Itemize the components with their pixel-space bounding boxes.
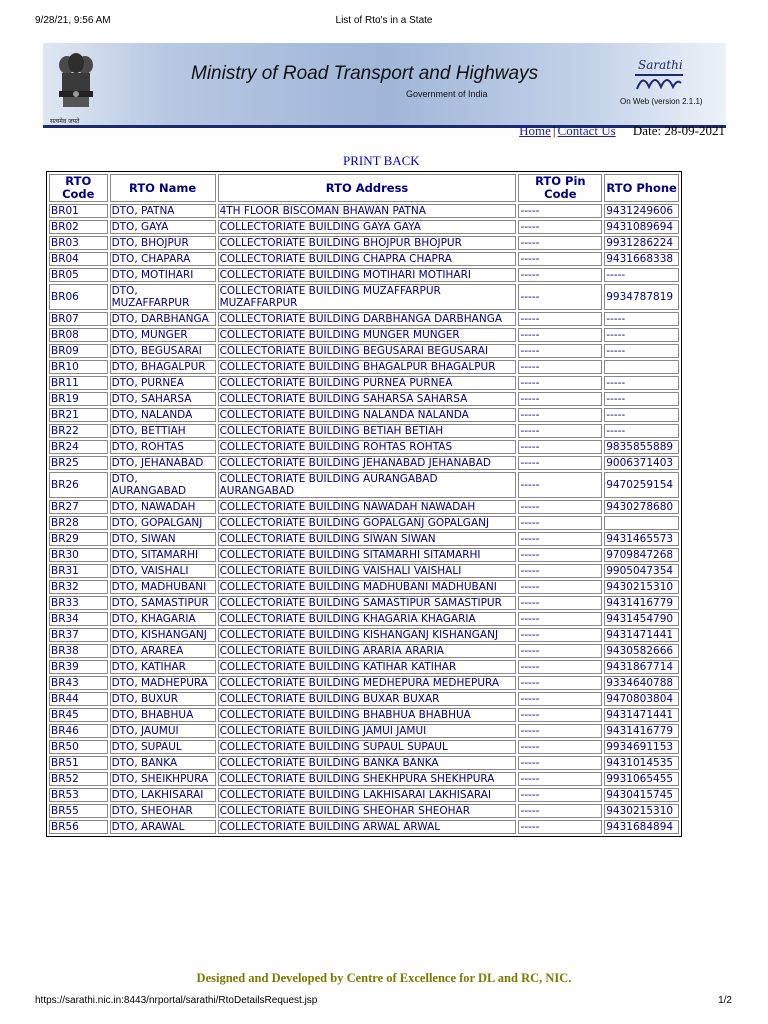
rto-code-cell: BR22 [49,424,108,438]
table-row [49,756,679,770]
table-row [49,804,679,818]
rto-address-cell: COLLECTORIATE BUILDING MEDHEPURA MEDHEPURA [218,676,517,690]
rto-phone-cell: 9431684894 [604,820,679,834]
table-row [49,424,679,438]
rto-phone-cell: 9431867714 [604,660,679,674]
rto-name-cell: DTO, CHAPARA [110,252,216,266]
table-row [49,788,679,802]
rto-code-cell: BR52 [49,772,108,786]
rto-address-cell: COLLECTORIATE BUILDING SITAMARHI SITAMARHI [218,548,517,562]
rto-address-cell: COLLECTORIATE BUILDING ARARIA ARARIA [218,644,517,658]
home-link[interactable]: Home [519,123,551,138]
rto-address-cell: COLLECTORIATE BUILDING SAMASTIPUR SAMASTIPUR [218,596,517,610]
rto-code-cell: BR50 [49,740,108,754]
rto-address-cell: COLLECTORIATE BUILDING SAHARSA SAHARSA [218,392,517,406]
print-url: https://sarathi.nic.in:8443/nrportal/sarathi/RtoDetailsRequest.jsp [35,995,318,1006]
rto-phone-cell: 9431454790 [604,612,679,626]
rto-address-cell: COLLECTORIATE BUILDING GOPALGANJ GOPALGANJ [218,516,517,530]
rto-address-cell: COLLECTORIATE BUILDING CHAPRA CHAPRA [218,252,517,266]
rto-address-cell: COLLECTORIATE BUILDING SHEOHAR SHEOHAR [218,804,517,818]
rto-code-cell: BR25 [49,456,108,470]
rto-address-cell: COLLECTORIATE BUILDING SHEKHPURA SHEKHPURA [218,772,517,786]
table-row [49,472,679,498]
rto-phone-cell: 9431471441 [604,628,679,642]
print-link[interactable]: PRINT [343,153,381,168]
table-row [49,580,679,594]
rto-pin-cell: ----- [518,500,602,514]
rto-code-cell: BR51 [49,756,108,770]
rto-phone-cell: 9931286224 [604,236,679,250]
rto-pin-cell: ----- [518,820,602,834]
rto-phone-cell [604,360,679,374]
rto-pin-cell: ----- [518,252,602,266]
rto-name-cell: DTO, BANKA [110,756,216,770]
rto-code-cell: BR01 [49,204,108,218]
rto-phone-cell: 9431014535 [604,756,679,770]
rto-phone-cell: 9430215310 [604,580,679,594]
rto-name-cell: DTO, SAHARSA [110,392,216,406]
rto-name-cell: DTO, SUPAUL [110,740,216,754]
table-row [49,312,679,326]
rto-name-cell: DTO, SIWAN [110,532,216,546]
rto-code-cell: BR05 [49,268,108,282]
col-header-rto-phone: RTO Phone [604,174,679,202]
rto-code-cell: BR53 [49,788,108,802]
rto-pin-cell: ----- [518,344,602,358]
table-row [49,360,679,374]
rto-address-cell: COLLECTORIATE BUILDING PURNEA PURNEA [218,376,517,390]
rto-pin-cell: ----- [518,724,602,738]
table-row [49,772,679,786]
table-row [49,344,679,358]
rto-address-cell: COLLECTORIATE BUILDING BHOJPUR BHOJPUR [218,236,517,250]
sarathi-version: On Web (version 2.1.1) [620,97,703,106]
rto-name-cell: DTO, KHAGARIA [110,612,216,626]
rto-name-cell: DTO, MADHUBANI [110,580,216,594]
table-row [49,456,679,470]
footer-credit: Designed and Developed by Centre of Excellence for DL and RC, NIC. [196,971,572,985]
rto-pin-cell: ----- [518,788,602,802]
rto-address-cell: COLLECTORIATE BUILDING VAISHALI VAISHALI [218,564,517,578]
rto-table [46,171,682,837]
table-row [49,676,679,690]
rto-code-cell: BR03 [49,236,108,250]
rto-name-cell: DTO, SHEIKHPURA [110,772,216,786]
top-nav [519,123,725,139]
rto-code-cell: BR02 [49,220,108,234]
nav-separator: | [552,123,556,138]
rto-phone-cell: 9006371403 [604,456,679,470]
rto-code-cell: BR55 [49,804,108,818]
rto-pin-cell: ----- [518,392,602,406]
date-value: 28-09-2021 [664,123,725,138]
rto-phone-cell: 9430415745 [604,788,679,802]
table-row [49,236,679,250]
rto-code-cell: BR34 [49,612,108,626]
rto-name-cell: DTO, MUZAFFARPUR [110,284,216,310]
rto-name-cell: DTO, BHABHUA [110,708,216,722]
rto-code-cell: BR07 [49,312,108,326]
rto-phone-cell: 9431471441 [604,708,679,722]
rto-code-cell: BR11 [49,376,108,390]
rto-name-cell: DTO, BEGUSARAI [110,344,216,358]
rto-code-cell: BR19 [49,392,108,406]
rto-name-cell: DTO, BHAGALPUR [110,360,216,374]
rto-name-cell: DTO, ARAREA [110,644,216,658]
rto-pin-cell: ----- [518,268,602,282]
table-row [49,644,679,658]
rto-address-cell: COLLECTORIATE BUILDING MUZAFFARPUR MUZAFFARPUR [218,284,517,310]
rto-code-cell: BR31 [49,564,108,578]
table-row [49,268,679,282]
rto-phone-cell: ----- [604,268,679,282]
rto-name-cell: DTO, MADHEPURA [110,676,216,690]
table-row [49,564,679,578]
rto-name-cell: DTO, NALANDA [110,408,216,422]
emblem-motto: सत्यमेव जयते [50,118,80,125]
rto-pin-cell: ----- [518,596,602,610]
rto-name-cell: DTO, BUXUR [110,692,216,706]
rto-code-cell: BR39 [49,660,108,674]
table-row [49,708,679,722]
rto-name-cell: DTO, JAUMUI [110,724,216,738]
rto-name-cell: DTO, KISHANGANJ [110,628,216,642]
rto-address-cell: COLLECTORIATE BUILDING NALANDA NALANDA [218,408,517,422]
rto-phone-cell: ----- [604,344,679,358]
rto-name-cell: DTO, GAYA [110,220,216,234]
rto-pin-cell: ----- [518,440,602,454]
rto-pin-cell: ----- [518,516,602,530]
print-page-title: List of Rto's in a State [335,15,433,26]
table-header-row [49,174,679,202]
rto-name-cell: DTO, SAMASTIPUR [110,596,216,610]
rto-address-cell: COLLECTORIATE BUILDING KHAGARIA KHAGARIA [218,612,517,626]
rto-name-cell: DTO, LAKHISARAI [110,788,216,802]
rto-name-cell: DTO, BHOJPUR [110,236,216,250]
col-header-rto-code: RTO Code [49,174,108,202]
rto-phone-cell: 9431089694 [604,220,679,234]
rto-phone-cell: 9431668338 [604,252,679,266]
table-row [49,252,679,266]
rto-address-cell: COLLECTORIATE BUILDING MADHUBANI MADHUBANI [218,580,517,594]
rto-address-cell: COLLECTORIATE BUILDING DARBHANGA DARBHANGA [218,312,517,326]
rto-code-cell: BR09 [49,344,108,358]
col-header-rto-pin: RTO Pin Code [518,174,602,202]
rto-pin-cell: ----- [518,312,602,326]
rto-pin-cell: ----- [518,204,602,218]
table-row [49,328,679,342]
rto-phone-cell: 9430215310 [604,804,679,818]
rto-pin-cell: ----- [518,360,602,374]
rto-pin-cell: ----- [518,532,602,546]
table-row [49,440,679,454]
rto-code-cell: BR38 [49,644,108,658]
rto-code-cell: BR06 [49,284,108,310]
rto-code-cell: BR45 [49,708,108,722]
rto-phone-cell: 9470259154 [604,472,679,498]
sarathi-logo-icon [633,69,685,95]
rto-pin-cell: ----- [518,472,602,498]
rto-phone-cell: 9931065455 [604,772,679,786]
rto-phone-cell: 9334640788 [604,676,679,690]
rto-code-cell: BR10 [49,360,108,374]
rto-pin-cell: ----- [518,644,602,658]
rto-name-cell: DTO, SITAMARHI [110,548,216,562]
rto-pin-cell: ----- [518,424,602,438]
rto-pin-cell: ----- [518,804,602,818]
rto-pin-cell: ----- [518,408,602,422]
rto-address-cell: COLLECTORIATE BUILDING BETIAH BETIAH [218,424,517,438]
rto-address-cell: COLLECTORIATE BUILDING ROHTAS ROHTAS [218,440,517,454]
rto-address-cell: 4TH FLOOR BISCOMAN BHAWAN PATNA [218,204,517,218]
rto-pin-cell: ----- [518,220,602,234]
rto-pin-cell: ----- [518,708,602,722]
table-row [49,204,679,218]
print-page-number: 1/2 [718,995,732,1006]
table-row [49,532,679,546]
rto-address-cell: COLLECTORIATE BUILDING MUNGER MUNGER [218,328,517,342]
rto-address-cell: COLLECTORIATE BUILDING BUXAR BUXAR [218,692,517,706]
rto-phone-cell: ----- [604,392,679,406]
rto-pin-cell: ----- [518,756,602,770]
rto-code-cell: BR30 [49,548,108,562]
rto-code-cell: BR28 [49,516,108,530]
rto-phone-cell: ----- [604,328,679,342]
rto-pin-cell: ----- [518,692,602,706]
rto-address-cell: COLLECTORIATE BUILDING MOTIHARI MOTIHARI [218,268,517,282]
rto-pin-cell: ----- [518,740,602,754]
rto-pin-cell: ----- [518,236,602,250]
rto-address-cell: COLLECTORIATE BUILDING GAYA GAYA [218,220,517,234]
rto-phone-cell: 9934691153 [604,740,679,754]
rto-code-cell: BR21 [49,408,108,422]
rto-phone-cell: 9709847268 [604,548,679,562]
rto-phone-cell [604,516,679,530]
header-banner [43,43,726,125]
table-row [49,692,679,706]
rto-code-cell: BR27 [49,500,108,514]
rto-pin-cell: ----- [518,676,602,690]
rto-code-cell: BR24 [49,440,108,454]
table-row [49,596,679,610]
table-row [49,628,679,642]
rto-name-cell: DTO, GOPALGANJ [110,516,216,530]
table-row [49,820,679,834]
rto-code-cell: BR32 [49,580,108,594]
col-header-rto-address: RTO Address [218,174,517,202]
rto-phone-cell: ----- [604,408,679,422]
rto-address-cell: COLLECTORIATE BUILDING KATIHAR KATIHAR [218,660,517,674]
rto-pin-cell: ----- [518,456,602,470]
rto-name-cell: DTO, AURANGABAD [110,472,216,498]
rto-code-cell: BR26 [49,472,108,498]
table-row [49,408,679,422]
rto-address-cell: COLLECTORIATE BUILDING BHABHUA BHABHUA [218,708,517,722]
table-row [49,724,679,738]
date-label: Date: [632,123,662,138]
rto-code-cell: BR44 [49,692,108,706]
rto-phone-cell: 9430278680 [604,500,679,514]
rto-name-cell: DTO, KATIHAR [110,660,216,674]
rto-phone-cell: 9431465573 [604,532,679,546]
rto-code-cell: BR56 [49,820,108,834]
rto-pin-cell: ----- [518,612,602,626]
table-row [49,740,679,754]
rto-address-cell: COLLECTORIATE BUILDING NAWADAH NAWADAH [218,500,517,514]
rto-address-cell: COLLECTORIATE BUILDING SUPAUL SUPAUL [218,740,517,754]
rto-address-cell: COLLECTORIATE BUILDING ARWAL ARWAL [218,820,517,834]
table-row [49,500,679,514]
rto-phone-cell: ----- [604,424,679,438]
rto-name-cell: DTO, JEHANABAD [110,456,216,470]
table-row [49,612,679,626]
table-row [49,392,679,406]
rto-code-cell: BR46 [49,724,108,738]
rto-phone-cell: 9431416779 [604,724,679,738]
site-subtitle: Government of India [406,89,488,99]
table-row [49,516,679,530]
rto-address-cell: COLLECTORIATE BUILDING SIWAN SIWAN [218,532,517,546]
rto-name-cell: DTO, VAISHALI [110,564,216,578]
table-row [49,660,679,674]
rto-pin-cell: ----- [518,628,602,642]
rto-name-cell: DTO, MOTIHARI [110,268,216,282]
rto-name-cell: DTO, SHEOHAR [110,804,216,818]
table-row [49,376,679,390]
date-display [633,123,725,138]
rto-name-cell: DTO, MUNGER [110,328,216,342]
rto-code-cell: BR29 [49,532,108,546]
rto-phone-cell: ----- [604,312,679,326]
rto-address-cell: COLLECTORIATE BUILDING BEGUSARAI BEGUSARAI [218,344,517,358]
rto-phone-cell: 9431249606 [604,204,679,218]
rto-name-cell: DTO, PURNEA [110,376,216,390]
national-emblem-icon [53,51,99,117]
rto-address-cell: COLLECTORIATE BUILDING AURANGABAD AURANGABAD [218,472,517,498]
rto-phone-cell: 9835855889 [604,440,679,454]
rto-address-cell: COLLECTORIATE BUILDING JAMUI JAMUI [218,724,517,738]
rto-code-cell: BR04 [49,252,108,266]
rto-address-cell: COLLECTORIATE BUILDING BHAGALPUR BHAGALPUR [218,360,517,374]
rto-address-cell: COLLECTORIATE BUILDING JEHANABAD JEHANABAD [218,456,517,470]
rto-phone-cell: 9934787819 [604,284,679,310]
table-row [49,284,679,310]
rto-address-cell: COLLECTORIATE BUILDING KISHANGANJ KISHANGANJ [218,628,517,642]
print-datetime: 9/28/21, 9:56 AM [35,15,111,26]
rto-pin-cell: ----- [518,564,602,578]
sarathi-brand: Sarathi [638,58,683,72]
rto-pin-cell: ----- [518,328,602,342]
rto-address-cell: COLLECTORIATE BUILDING LAKHISARAI LAKHISARAI [218,788,517,802]
rto-pin-cell: ----- [518,772,602,786]
rto-name-cell: DTO, PATNA [110,204,216,218]
col-header-rto-name: RTO Name [110,174,216,202]
rto-code-cell: BR43 [49,676,108,690]
rto-pin-cell: ----- [518,580,602,594]
rto-name-cell: DTO, NAWADAH [110,500,216,514]
rto-code-cell: BR33 [49,596,108,610]
rto-name-cell: DTO, ROHTAS [110,440,216,454]
rto-pin-cell: ----- [518,548,602,562]
contact-us-link[interactable]: Contact Us [557,123,616,138]
rto-name-cell: DTO, BETTIAH [110,424,216,438]
rto-phone-cell: 9431416779 [604,596,679,610]
rto-code-cell: BR08 [49,328,108,342]
rto-name-cell: DTO, ARAWAL [110,820,216,834]
rto-phone-cell: 9905047354 [604,564,679,578]
print-back-actions [343,153,420,169]
rto-code-cell: BR37 [49,628,108,642]
rto-pin-cell: ----- [518,376,602,390]
table-body [49,204,679,834]
rto-name-cell: DTO, DARBHANGA [110,312,216,326]
rto-pin-cell: ----- [518,284,602,310]
rto-phone-cell: 9430582666 [604,644,679,658]
site-title: Ministry of Road Transport and Highways [191,63,539,84]
rto-pin-cell: ----- [518,660,602,674]
rto-phone-cell: ----- [604,376,679,390]
table-row [49,548,679,562]
back-link[interactable]: BACK [383,153,420,168]
rto-phone-cell: 9470803804 [604,692,679,706]
rto-address-cell: COLLECTORIATE BUILDING BANKA BANKA [218,756,517,770]
table-row [49,220,679,234]
